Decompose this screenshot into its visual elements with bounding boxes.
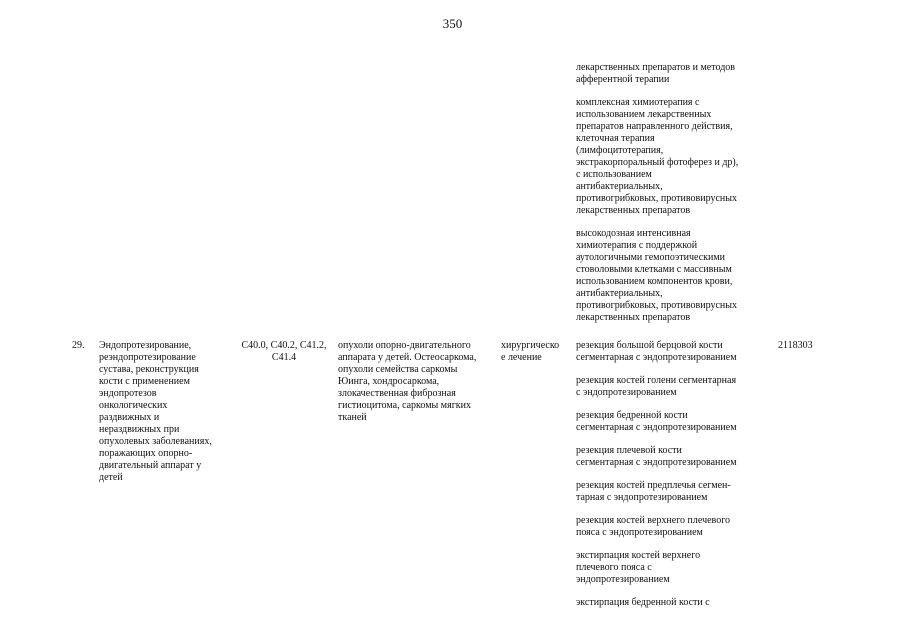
disease-model: опухоли опорно-двигательного аппарата у детей. Остеосаркома, опухоли семейства саркомы Юинга, хондросаркома, злокачественная фиброзная гистиоцитома, саркомы мягких тканей [338,340,477,423]
method-item: резекция большой берцовой кости сегментарная с эндопротезированием [576,340,737,363]
row-number: 29. [72,340,85,351]
cost-value: 2118303 [778,340,813,351]
method-item: комплексная химиотерапия с использованием лекарственных препаратов направленного действия, клеточная терапия (лимфоцитотерапия, экстракорпоральный фотоферез и др), с использованием антибактериальных, противогрибковых, противовирусных лекарственных препаратов [576,97,739,216]
treatment-type: хирургическо е лечение [501,340,560,363]
method-item: экстирпация бедренной кости с [576,597,710,608]
page-number: 350 [442,16,463,31]
intervention-name: Эндопротезирование, реэндопротезирование сустава, реконструкция кости с применением эндопротезов онкологических раздвижных и нераздвижных при опухолевых заболеваниях, поражающих опорно- двигательный аппарат у детей [99,340,212,483]
method-item: высокодозная интенсивная химиотерапия с поддержкой аутологичными гемопоэтическими стоволовыми клетками с массивным использованием компонентов крови, антибактериальных, противогрибковых, противовирусных лекарственных препаратов [576,228,737,323]
method-item: экстирпация костей верхнего плечевого пояса с эндопротезированием [576,550,701,585]
method-item: резекция костей верхнего плечевого пояса с эндопротезированием [576,515,731,538]
method-item: резекция костей предплечья сегмен- тарная с эндопротезированием [576,480,731,503]
methods-continued-column [576,62,766,335]
method-item: резекция бедренной кости сегментарная с эндопротезированием [576,410,737,433]
method-item: резекция костей голени сегментарная с эндопротезированием [576,375,737,398]
methods-column [576,340,766,620]
method-item: резекция плечевой кости сегментарная с эндопротезированием [576,445,737,468]
method-item: лекарственных препаратов и методов афферентной терапии [576,62,736,85]
icd-codes: C40.0, C40.2, C41.2, C41.4 [241,340,327,363]
